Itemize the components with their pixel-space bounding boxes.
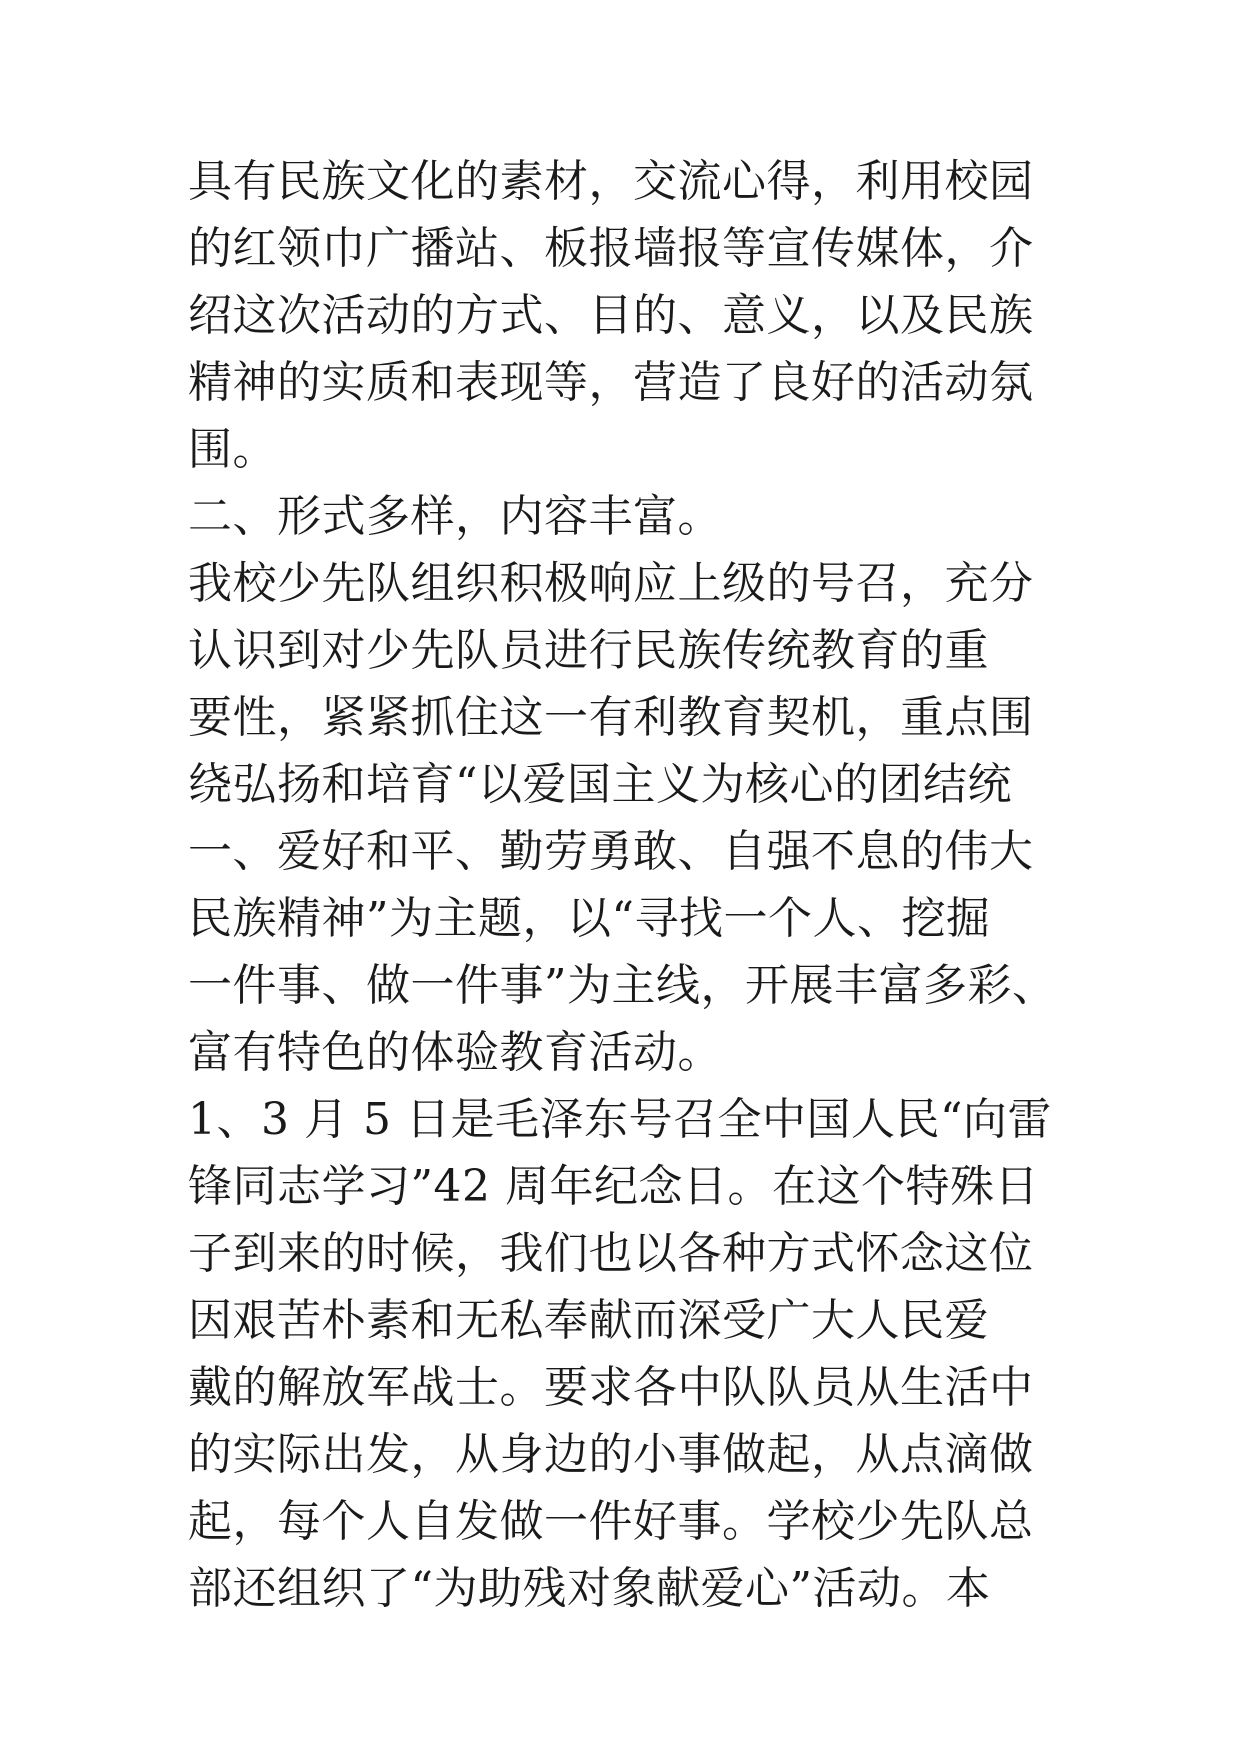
text-line: 部还组织了“为助残对象献爱心”活动。本 xyxy=(188,1563,991,1614)
text-line: 富有特色的体验教育活动。 xyxy=(188,1027,722,1078)
text-line: 锋同志学习”42 周年纪念日。在这个特殊日 xyxy=(188,1161,1039,1212)
text-line: 子到来的时候，我们也以各种方式怀念这位 xyxy=(188,1228,1034,1279)
text-line: 绕弘扬和培育“以爱国主义为核心的团结统 xyxy=(188,759,1012,810)
section-heading: 二、形式多样，内容丰富。 xyxy=(188,491,722,542)
text-line: 要性，紧紧抓住这一有利教育契机，重点围 xyxy=(188,692,1034,743)
text-line: 戴的解放军战士。要求各中队队员从生活中 xyxy=(188,1362,1034,1413)
text-line: 的红领巾广播站、板报墙报等宣传媒体，介 xyxy=(188,223,1034,274)
text-line: 一件事、做一件事”为主线，开展丰富多彩、 xyxy=(188,960,1057,1011)
text-line: 因艰苦朴素和无私奉献而深受广大人民爱 xyxy=(188,1295,989,1346)
text-line: 围。 xyxy=(188,424,277,475)
text-line: 具有民族文化的素材，交流心得，利用校园 xyxy=(188,156,1034,207)
text-line: 认识到对少先队员进行民族传统教育的重 xyxy=(188,625,989,676)
text-line: 精神的实质和表现等，营造了良好的活动氛 xyxy=(188,357,1034,408)
text-line: 起，每个人自发做一件好事。学校少先队总 xyxy=(188,1496,1034,1547)
text-line: 绍这次活动的方式、目的、意义，以及民族 xyxy=(188,290,1034,341)
body-text xyxy=(188,148,1088,1622)
text-line: 的实际出发，从身边的小事做起，从点滴做 xyxy=(188,1429,1034,1480)
text-line: 民族精神”为主题，以“寻找一个人、挖掘 xyxy=(188,893,991,944)
text-line: 我校少先队组织积极响应上级的号召，充分 xyxy=(188,558,1034,609)
text-line: 一、爱好和平、勤劳勇敢、自强不息的伟大 xyxy=(188,826,1034,877)
text-line: 1、3 月 5 日是毛泽东号召全中国人民“向雷 xyxy=(188,1094,1052,1145)
